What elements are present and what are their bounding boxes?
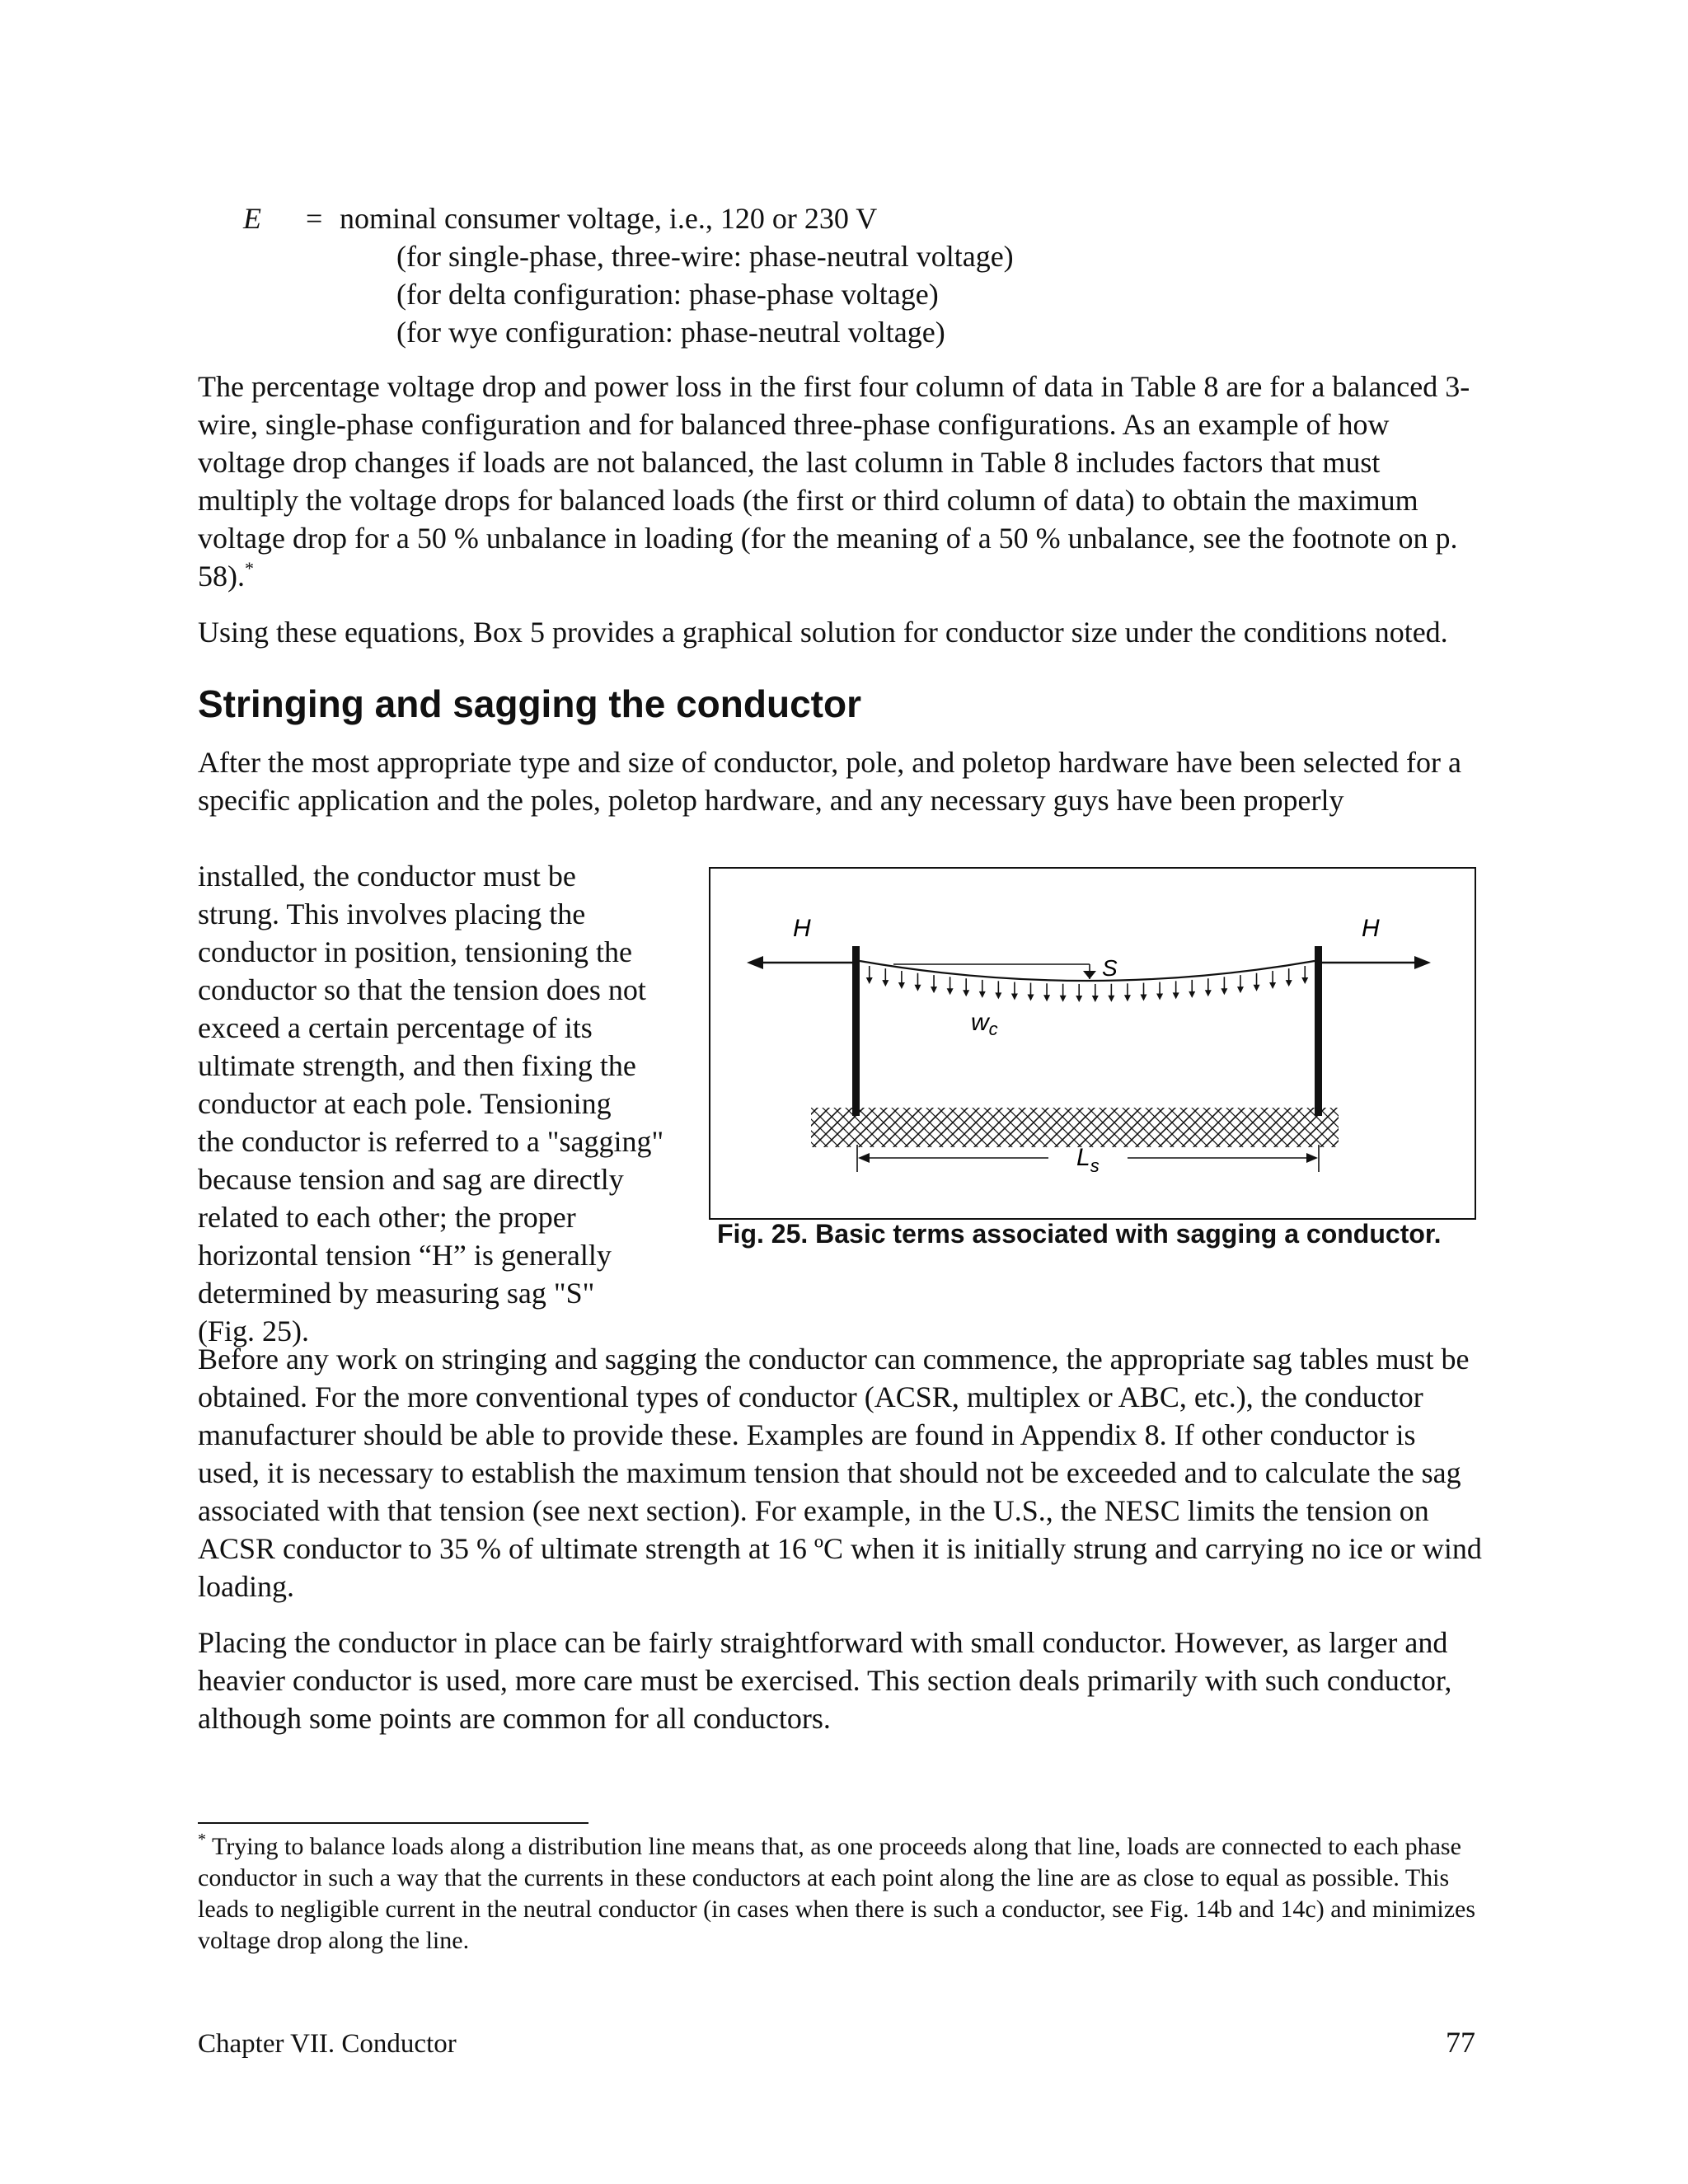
wrapped-line: conductor at each pole. Tensioning (198, 1087, 612, 1120)
load-arrow-head (1286, 980, 1292, 987)
tension-label-left: H (793, 915, 811, 942)
load-arrow-head (882, 980, 889, 987)
load-arrow-head (1254, 985, 1260, 991)
figure-caption: Fig. 25. Basic terms associated with sagging a conductor. (717, 1219, 1442, 1249)
wrapped-line: determined by measuring sag "S" (198, 1277, 595, 1310)
load-arrow-head (1269, 982, 1276, 989)
load-arrow-head (1108, 996, 1114, 1002)
load-arrow-head (995, 992, 1001, 999)
definition-text: nominal consumer voltage, i.e., 120 or 230 V (340, 202, 878, 235)
figure-25-sagging-diagram (709, 867, 1476, 1220)
wrapped-line: conductor in position, tensioning the (198, 935, 632, 968)
definition-equals: = (306, 202, 323, 235)
wrapped-line: installed, the conductor must be (198, 860, 576, 893)
span-arrowhead-right (1306, 1153, 1318, 1163)
load-arrow-head (1060, 996, 1067, 1002)
definition-sub-line: (for wye configuration: phase-neutral voltage) (396, 316, 945, 349)
paragraph-stringing-wrapped (198, 857, 692, 1350)
wrapped-line: the conductor is referred to a "sagging" (198, 1125, 664, 1158)
load-arrow-head (1076, 996, 1082, 1002)
load-arrow-head (914, 985, 921, 991)
left-pole (852, 946, 860, 1116)
wrapped-line: related to each other; the proper (198, 1201, 576, 1234)
span-arrowhead-left (858, 1153, 870, 1163)
load-arrow-head (1237, 987, 1244, 993)
variable-definition (243, 199, 1479, 351)
load-arrow-head (1011, 994, 1018, 1001)
paragraph-voltage-drop (198, 368, 1484, 595)
sag-arrow (1083, 971, 1096, 979)
section-heading: Stringing and sagging the conductor (198, 682, 861, 725)
weight-label: $w_c$ (971, 1009, 998, 1039)
definition-main-row (243, 199, 1479, 237)
load-arrow-head (1141, 995, 1147, 1001)
left-tension-arrowhead (747, 956, 763, 969)
sagging-diagram-svg (710, 869, 1478, 1221)
paragraph-stringing-intro: After the most appropriate type and size of conductor, pole, and poletop hardware have been selected for a specific application and the poles, poletop hardware, and any necessary guys have been properly (198, 746, 1461, 817)
footnote-reference[interactable]: * (245, 558, 254, 579)
paragraph-placing-conductor: Placing the conductor in place can be fairly straightforward with small conductor. However, as larger and heavier conductor is used, more care must be exercised. This section deals primarily with such conductor, although some points are common for all conductors. (198, 1626, 1452, 1735)
footnote-text: Trying to balance loads along a distribution line means that, as one proceeds along that line, loads are connected to each phase conductor in such a way that the currents in these conductors at each point along the line are as close to equal as possible. This leads to negligible current in the neutral conductor (in cases when there is such a conductor, see Fig. 14b and 14c) and minimizes voltage drop along the line. (198, 1833, 1475, 1954)
load-arrow-head (1221, 988, 1227, 995)
paragraph-graphical-solution: Using these equations, Box 5 provides a graphical solution for conductor size under the conditions noted. (198, 616, 1448, 649)
wrapped-line: conductor so that the tension does not (198, 973, 646, 1006)
ground-hatch (811, 1108, 1339, 1147)
load-arrow-head (1173, 992, 1179, 999)
load-arrow-head (1205, 990, 1212, 996)
right-tension-arrowhead (1414, 956, 1431, 969)
footer-chapter: Chapter VII. Conductor (198, 2029, 457, 2059)
load-arrow-head (1124, 995, 1131, 1001)
load-arrow-head (963, 990, 969, 996)
paragraph-sag-tables: Before any work on stringing and sagging the conductor can commence, the appropriate sag tables must be obtained. For the more conventional types of conductor (ACSR, multiplex or ABC, etc.), the conductor manufacturer should be able to provide these. Examples are found in Appendix 8. If other conductor is used, it is necessary to establish the maximum tension that should not be exceeded and to calculate the sag associated with that tension (see next section). For example, in the U.S., the NESC limits the tension on ACSR conductor to 35 % of ultimate strength at 16 ºC when it is initially strung and carrying no ice or wind loading. (198, 1343, 1482, 1603)
footnote (198, 1831, 1492, 1957)
load-arrow-head (1043, 995, 1050, 1001)
tension-label-right: H (1362, 915, 1380, 942)
footnote-divider (198, 1822, 588, 1824)
load-arrow-head (1156, 994, 1163, 1001)
definition-sub-line: (for single-phase, three-wire: phase-neutral voltage) (396, 240, 1014, 273)
definition-variable: E (243, 202, 261, 235)
load-arrow-head (1027, 995, 1034, 1001)
load-arrow-head (866, 977, 873, 984)
load-arrow-head (931, 987, 937, 993)
definition-sub-line: (for delta configuration: phase-phase voltage) (396, 278, 939, 311)
wrapped-line: (Fig. 25). (198, 1315, 309, 1347)
paragraph-voltage-drop-text: The percentage voltage drop and power loss in the first four column of data in Table 8 are for a balanced 3-wire, single-phase configuration and for balanced three-phase configurations. As an example of how voltage drop changes if loads are not balanced, the last column in Table 8 includes factors that must multiply the voltage drops for balanced loads (the first or third column of data) to obtain the maximum voltage drop for a 50 % unbalance in loading (for the meaning of a 50 % unbalance, see the footnote on p. 58). (198, 370, 1470, 593)
load-arrow-head (947, 988, 954, 995)
load-arrow-head (979, 991, 986, 998)
wrapped-line: horizontal tension “H” is generally (198, 1239, 612, 1272)
wrapped-line: exceed a certain percentage of its (198, 1011, 593, 1044)
load-arrow-head (1189, 991, 1195, 998)
sag-label: S (1102, 955, 1118, 981)
page-number: 77 (1446, 2026, 1475, 2059)
wrapped-line: strung. This involves placing the (198, 898, 586, 930)
footnote-mark: * (198, 1830, 206, 1849)
wrapped-line: because tension and sag are directly (198, 1163, 624, 1196)
right-pole (1315, 946, 1322, 1116)
wrapped-line: ultimate strength, and then fixing the (198, 1049, 636, 1082)
load-arrow-head (898, 982, 905, 989)
load-arrow-head (1301, 977, 1308, 984)
load-arrow-head (1092, 996, 1099, 1002)
span-label: $L_s$ (1076, 1144, 1100, 1176)
